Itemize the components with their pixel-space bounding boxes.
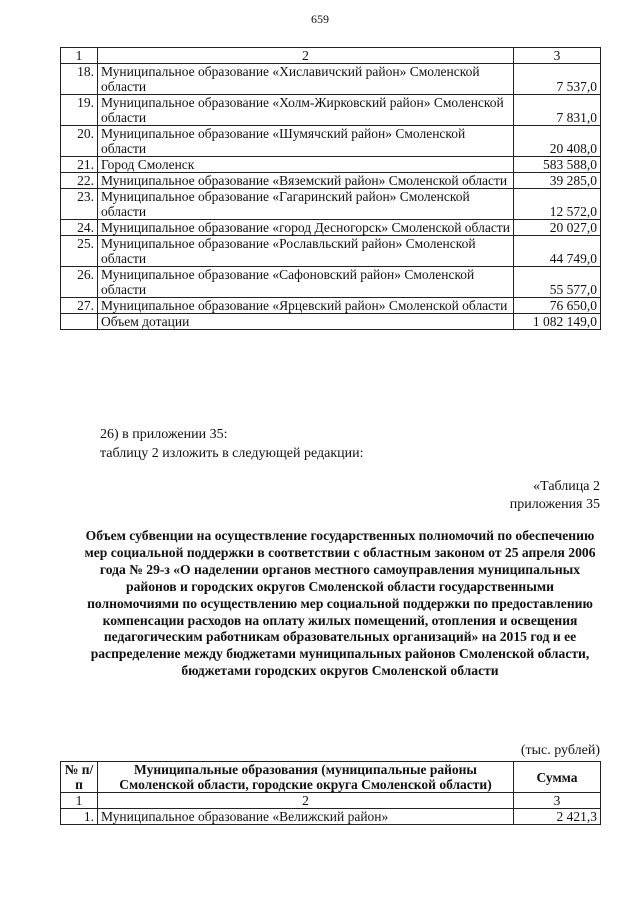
row-amount: 2 421,3 xyxy=(514,809,601,825)
row-amount: 55 577,0 xyxy=(514,267,601,298)
amendment-line-1: 26) в приложении 35: xyxy=(100,427,228,442)
column-index-3: 3 xyxy=(514,48,601,64)
row-name: Муниципальное образование «Холм-Жирковский район» Смоленской области xyxy=(98,95,514,126)
row-name: Муниципальное образование «город Десногорск» Смоленской области xyxy=(98,220,514,236)
column-index-3: 3 xyxy=(514,793,601,809)
row-number: 27. xyxy=(61,298,98,314)
table-row xyxy=(61,157,601,173)
total-label: Объем дотации xyxy=(98,314,514,330)
column-index-1: 1 xyxy=(61,48,98,64)
row-number: 1. xyxy=(61,809,98,825)
row-name: Муниципальное образование «Хиславичский район» Смоленской области xyxy=(98,64,514,95)
row-name: Муниципальное образование «Гагаринский район» Смоленской области xyxy=(98,189,514,220)
table-total-row xyxy=(61,314,601,330)
row-number: 22. xyxy=(61,173,98,189)
row-amount: 12 572,0 xyxy=(514,189,601,220)
table-row xyxy=(61,95,601,126)
document-title: Объем субвенции на осуществление государственных полномочий по обеспечению мер социальной поддержки в соответствии с областным законом от 25 апреля 2006 года № 29-з «О наделении органов местного самоуправления муниципальных районов и городских округов Смоленской области государственными полномочиями по осуществлению мер социальной поддержки по предоставлению компенсации расходов на оплату жилых помещений, отопления и освещения педагогическим работникам образовательных организаций» на 2015 год и ее распределение между бюджетами муниципальных районов Смоленской области, бюджетами городских округов Смоленской области xyxy=(84,528,596,679)
column-index-2: 2 xyxy=(98,48,514,64)
row-name: Муниципальное образование «Ярцевский район» Смоленской области xyxy=(98,298,514,314)
table-header-row xyxy=(61,762,601,793)
subvention-table xyxy=(60,761,601,825)
page-number: 659 xyxy=(311,12,329,26)
amendment-line-2: таблицу 2 изложить в следующей редакции: xyxy=(100,446,364,461)
table-caption-line-2: приложения 35 xyxy=(509,497,600,512)
units-label: (тыс. рублей) xyxy=(520,743,600,758)
table-row xyxy=(61,126,601,157)
row-amount: 7 537,0 xyxy=(514,64,601,95)
column-index-1: 1 xyxy=(61,793,98,809)
column-amount-header: Сумма xyxy=(514,762,601,793)
table-header-row xyxy=(61,48,601,64)
row-amount: 20 408,0 xyxy=(514,126,601,157)
table-row xyxy=(61,189,601,220)
row-amount: 76 650,0 xyxy=(514,298,601,314)
table-row xyxy=(61,298,601,314)
table-row xyxy=(61,64,601,95)
row-name: Муниципальное образование «Рославльский район» Смоленской области xyxy=(98,236,514,267)
total-amount: 1 082 149,0 xyxy=(514,314,601,330)
table-caption-line-1: «Таблица 2 xyxy=(533,479,600,494)
row-number: 19. xyxy=(61,95,98,126)
row-number: 23. xyxy=(61,189,98,220)
row-amount: 44 749,0 xyxy=(514,236,601,267)
row-amount: 20 027,0 xyxy=(514,220,601,236)
table-row xyxy=(61,220,601,236)
column-number-header: № п/п xyxy=(61,762,98,793)
total-number-cell xyxy=(61,314,98,330)
row-name: Муниципальное образование «Велижский район» xyxy=(98,809,514,825)
row-number: 21. xyxy=(61,157,98,173)
row-amount: 39 285,0 xyxy=(514,173,601,189)
row-number: 20. xyxy=(61,126,98,157)
row-name: Город Смоленск xyxy=(98,157,514,173)
row-number: 18. xyxy=(61,64,98,95)
table-row xyxy=(61,267,601,298)
row-amount: 583 588,0 xyxy=(514,157,601,173)
row-number: 24. xyxy=(61,220,98,236)
row-number: 26. xyxy=(61,267,98,298)
table-index-row xyxy=(61,793,601,809)
row-amount: 7 831,0 xyxy=(514,95,601,126)
row-name: Муниципальное образование «Сафоновский район» Смоленской области xyxy=(98,267,514,298)
row-name: Муниципальное образование «Вяземский район» Смоленской области xyxy=(98,173,514,189)
row-name: Муниципальное образование «Шумячский район» Смоленской области xyxy=(98,126,514,157)
table-row xyxy=(61,236,601,267)
column-index-2: 2 xyxy=(98,793,514,809)
subsidy-table xyxy=(60,47,601,330)
table-row xyxy=(61,173,601,189)
column-name-header: Муниципальные образования (муниципальные районы Смоленской области, городские округа Смоленской области) xyxy=(98,762,514,793)
row-number: 25. xyxy=(61,236,98,267)
table-row xyxy=(61,809,601,825)
